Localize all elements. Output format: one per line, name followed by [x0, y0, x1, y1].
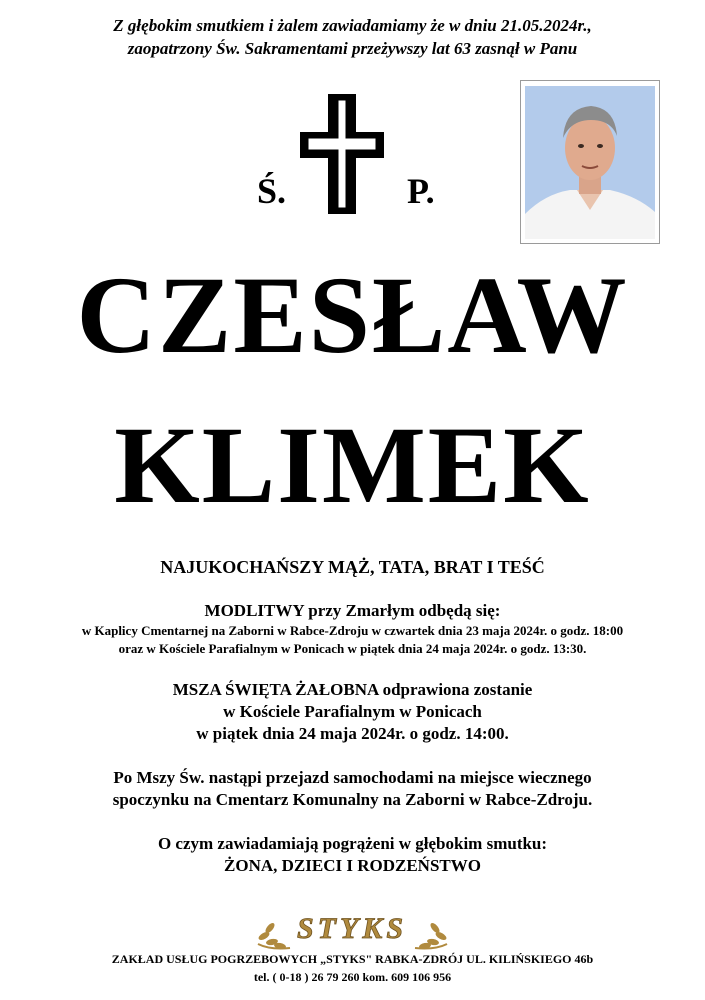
prayers-line-1: w Kaplicy Cmentarnej na Zaborni w Rabce-Zdroju w czwartek dnia 23 maja 2024r. o godz. 18:00 — [81, 623, 624, 638]
intro-line-2: zaopatrzony Św. Sakramentami przeżywszy lat 63 zasnął w Panu — [127, 39, 578, 58]
deceased-last-name: KLIMEK — [114, 404, 591, 526]
inform-line-1: O czym zawiadamiają pogrążeni w głębokim smutku: — [157, 834, 548, 853]
mass-line-3: w piątek dnia 24 maja 2024r. o godz. 14:00. — [196, 724, 509, 743]
portrait-image — [525, 86, 655, 239]
intro-text — [0, 14, 705, 60]
portrait-photo — [525, 86, 655, 239]
funeral-home-phone: tel. ( 0-18 ) 26 79 260 kom. 609 106 956 — [253, 970, 452, 984]
heading-prefix-right: P. — [407, 171, 435, 211]
prayers-line-2: oraz w Kościele Parafialnym w Ponicach w piątek dnia 24 maja 2024r. o godz. 13:30. — [118, 641, 587, 656]
mass-line-1: MSZA ŚWIĘTA ŻAŁOBNA odprawiona zostanie — [172, 680, 533, 699]
inform-line-2: ŻONA, DZIECI I RODZEŃSTWO — [224, 856, 481, 875]
styks-logo — [250, 906, 455, 954]
prayers-title: MODLITWY przy Zmarłym odbędą się: — [204, 601, 501, 620]
funeral-home-address: ZAKŁAD USŁUG POGRZEBOWYCH „STYKS" RABKA-ZDRÓJ UL. KILIŃSKIEGO 46b — [111, 952, 594, 966]
cross-icon — [300, 94, 384, 214]
relations-line: NAJUKOCHAŃSZY MĄŻ, TATA, BRAT I TEŚĆ — [160, 557, 545, 577]
procession-line-1: Po Mszy Św. nastąpi przejazd samochodami na miejsce wiecznego — [113, 768, 592, 787]
heading-prefix-left: Ś. — [257, 171, 287, 211]
procession-line-2: spoczynku na Cmentarz Komunalny na Zaborni w Rabce-Zdroju. — [112, 790, 593, 809]
mass-line-2: w Kościele Parafialnym w Ponicach — [223, 702, 482, 721]
logo-text: STYKS — [296, 912, 408, 945]
laurel-right-icon — [415, 921, 448, 950]
laurel-left-icon — [257, 921, 290, 950]
deceased-first-name: CZESŁAW — [76, 254, 629, 376]
intro-line-1: Z głębokim smutkiem i żalem zawiadamiamy że w dniu 21.05.2024r., — [113, 16, 592, 35]
